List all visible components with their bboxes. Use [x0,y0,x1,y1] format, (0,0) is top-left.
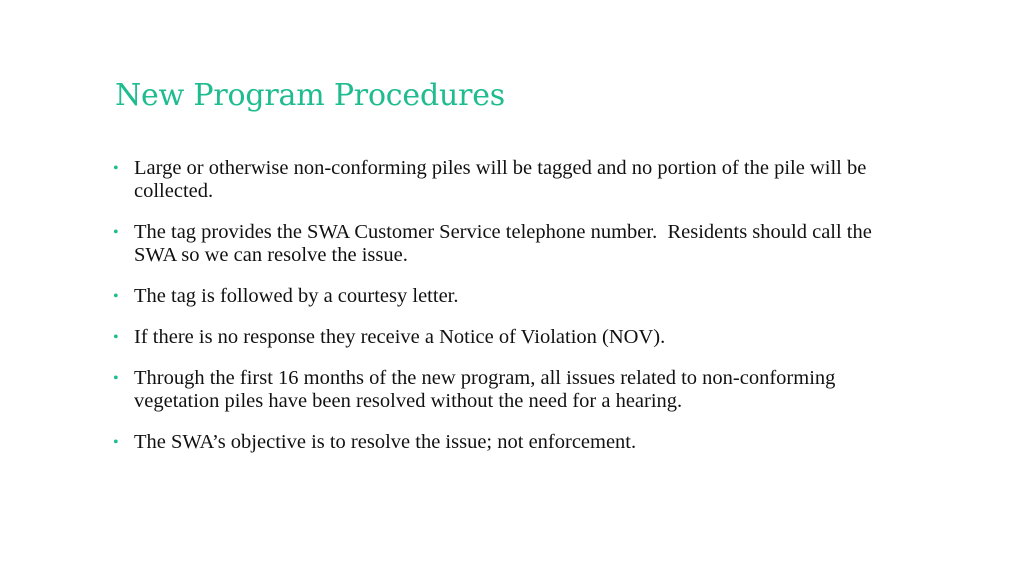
bullet-icon: • [113,288,119,305]
bullet-text: Through the first 16 months of the new program, all issues related to non-conforming vegetation piles have been resolved without the need for a hearing. [134,367,836,412]
bullet-item [113,221,913,267]
bullet-icon: • [113,160,119,177]
bullet-icon: • [113,434,119,451]
bullet-item [113,326,913,349]
bullet-text: The SWA’s objective is to resolve the issue; not enforcement. [134,431,637,453]
bullet-text: The tag is followed by a courtesy letter. [134,285,459,307]
bullet-text: If there is no response they receive a Notice of Violation (NOV). [134,326,666,348]
bullet-icon: • [113,224,119,241]
bullet-text: Large or otherwise non-conforming piles will be tagged and no portion of the pile will be collected. [134,157,867,202]
bullet-icon: • [113,370,119,387]
bullet-list [113,157,913,472]
bullet-item [113,431,913,454]
bullet-item [113,157,913,203]
bullet-item [113,285,913,308]
bullet-item [113,367,913,413]
slide-title: New Program Procedures [115,78,505,113]
bullet-text: The tag provides the SWA Customer Service telephone number. Residents should call the SWA so we can resolve the issue. [134,221,877,266]
bullet-icon: • [113,329,119,346]
